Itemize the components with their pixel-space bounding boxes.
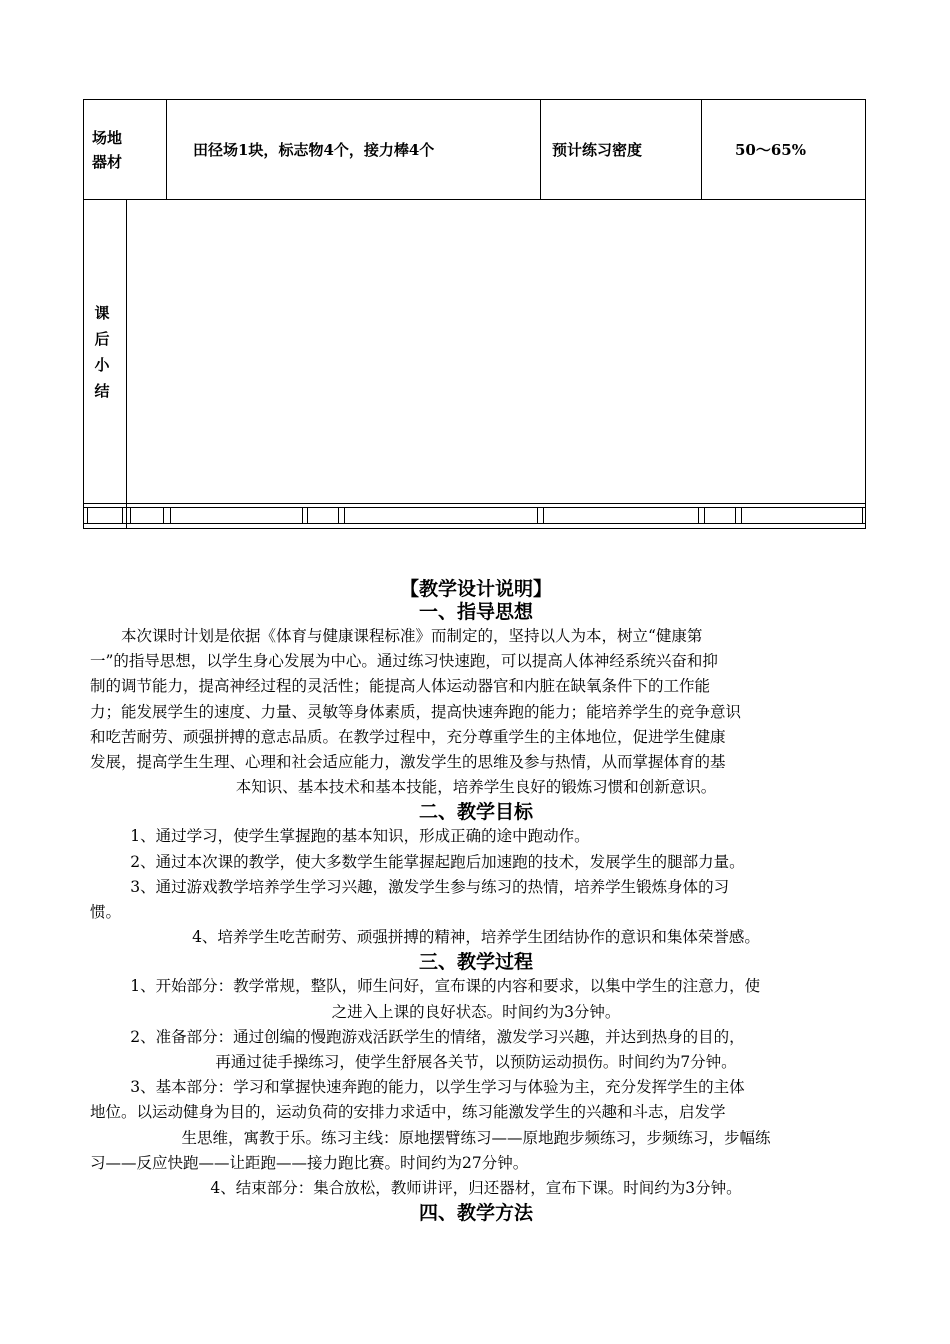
venue-label: 场地器材 bbox=[92, 129, 123, 171]
list-item: 4、培养学生吃苦耐劳、顽强拼搏的精神，培养学生团结协作的意识和集体荣誉感。 bbox=[192, 928, 760, 947]
paragraph-line: 地位。以运动健身为目的，运动负荷的安排力求适中，练习能激发学生的兴趣和斗志，启发学 bbox=[90, 1103, 726, 1122]
paragraph-line: 一”的指导思想，以学生身心发展为中心。通过练习快速跑，可以提高人体神经系统兴奋和抑 bbox=[90, 652, 718, 671]
summary-label: 课 后 小 结 bbox=[94, 304, 110, 400]
paragraph-line: 2、准备部分：通过创编的慢跑游戏活跃学生的情绪，激发学习兴趣，并达到热身的目的， bbox=[130, 1027, 745, 1046]
paragraph-line: 1、开始部分：教学常规，整队，师生问好，宣布课的内容和要求，以集中学生的注意力，使 bbox=[130, 977, 761, 996]
section-heading: 三、教学过程 bbox=[418, 951, 533, 974]
paragraph-line: 习——反应快跑——让距跑——接力跑比赛。时间约为27分钟。 bbox=[90, 1153, 529, 1172]
paragraph-line: 制的调节能力，提高神经过程的灵活性；能提高人体运动器官和内脏在缺氧条件下的工作能 bbox=[90, 677, 711, 696]
venue-value: 田径场1块，标志物4个，接力棒4个 bbox=[193, 141, 435, 159]
density-label: 预计练习密度 bbox=[552, 141, 643, 159]
paragraph-line: 生思维，寓教于乐。练习主线：原地摆臂练习——原地跑步频练习，步频练习，步幅练 bbox=[181, 1128, 771, 1147]
density-value: 50～65% bbox=[735, 141, 807, 159]
paragraph-line: 再通过徒手操练习，使学生舒展各关节，以预防运动损伤。时间约为7分钟。 bbox=[215, 1053, 737, 1072]
section-heading: 四、教学方法 bbox=[418, 1202, 533, 1225]
list-item: 2、通过本次课的教学，使大多数学生能掌握起跑后加速跑的技术，发展学生的腿部力量。 bbox=[130, 852, 745, 871]
paragraph-line: 发展，提高学生生理、心理和社会适应能力，激发学生的思维及参与热情，从而掌握体育的基 bbox=[90, 753, 726, 772]
list-item: 1、通过学习，使学生掌握跑的基本知识，形成正确的途中跑动作。 bbox=[130, 827, 590, 846]
list-item: 惯。 bbox=[90, 903, 122, 922]
paragraph-line: 本知识、基本技术和基本技能，培养学生良好的锻炼习惯和创新意识。 bbox=[235, 778, 717, 797]
list-item: 3、通过游戏教学培养学生学习兴趣，激发学生参与练习的热情，培养学生锻炼身体的习 bbox=[130, 877, 730, 896]
paragraph-line: 本次课时计划是依据《体育与健康课程标准》而制定的，坚持以人为本，树立“健康第 bbox=[121, 627, 703, 645]
section-heading: 二、教学目标 bbox=[418, 801, 533, 824]
paragraph-line: 力；能发展学生的速度、力量、灵敏等身体素质，提高快速奔跑的能力；能培养学生的竞争意识 bbox=[90, 702, 742, 721]
paragraph-line: 4、结束部分：集合放松，教师讲评，归还器材，宣布下课。时间约为3分钟。 bbox=[210, 1179, 742, 1198]
page-title: 【教学设计说明】 bbox=[399, 578, 552, 600]
design-notes bbox=[90, 578, 862, 1225]
paragraph-line: 之进入上课的良好状态。时间约为3分钟。 bbox=[331, 1002, 621, 1021]
paragraph-line: 和吃苦耐劳、顽强拼搏的意志品质。在教学过程中，充分尊重学生的主体地位，促进学生健康 bbox=[90, 727, 726, 746]
section-heading: 一、指导思想 bbox=[418, 601, 533, 623]
paragraph-line: 3、基本部分：学习和掌握快速奔跑的能力，以学生学习与体验为主，充分发挥学生的主体 bbox=[130, 1078, 745, 1097]
